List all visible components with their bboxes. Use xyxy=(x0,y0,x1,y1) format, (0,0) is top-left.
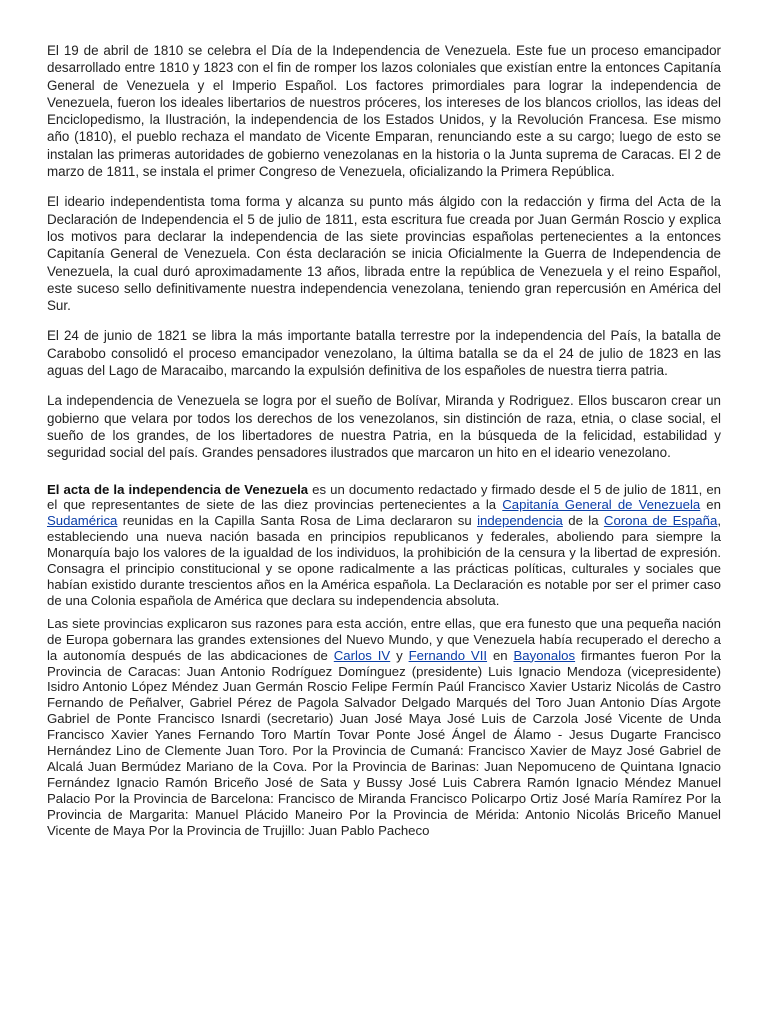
paragraph-sueno-libertadores: La independencia de Venezuela se logra por el sueño de Bolívar, Miranda y Rodriguez. Ellos buscaron crear un gobierno que velara por todos los derechos de los venezolanos, sin distinción de raza, etnia, o clase social, el sueño de los grandes, de los libertadores de nuestra Patria, en la búsqueda de la felicidad, estabilidad y seguridad social del país. Grandes pensadores ilustrados que marcaron un hito en el ideario venezolano. xyxy=(47,393,721,461)
paragraph-batalla-carabobo: El 24 de junio de 1821 se libra la más importante batalla terrestre por la independencia del País, la batalla de Carabobo consolidó el proceso emancipador venezolano, la última batalla se da el 24 de julio de 1823 en las aguas del Lago de Maracaibo, marcando la expulsión definitiva de los españoles de nuestra tierra patria. xyxy=(47,328,721,379)
acta-text-5: , estableciendo una nueva nación basada en principios republicanos y federales, aboliendo para siempre la Monarquía bajo los valores de la igualdad de los individuos, la prohibición de la censura y la libertad de expresión. Consagra el principio constitucional y se opone radicalmente a las prácticas políticas, culturales y sociales que habían existido durante trescientos años en la América española. La Declaración es notable por ser el primer caso de una Colonia española de América que declara su independencia absoluta. xyxy=(47,513,721,608)
firmantes-text-3: en xyxy=(487,647,514,663)
link-independencia[interactable]: independencia xyxy=(477,513,563,529)
acta-text-3: reunidas en la Capilla Santa Rosa de Lima declararon su xyxy=(117,513,478,529)
acta-text-2: en xyxy=(700,497,721,513)
firmantes-text-4: firmantes fueron Por la Provincia de Caracas: Juan Antonio Rodríguez Domínguez (presidente) Luis Ignacio Mendoza (vicepresidente) Isidro Antonio López Méndez Juan Germán Roscio Felipe Fermín Paúl Francisco Xavier Ustariz Nicolás de Castro Fernando de Peñalver, Gabriel Pérez de Pagola Salvador Delgado Marqués del Toro Juan Antonio Días Argote Gabriel de Ponte Francisco Isnardi (secretario) Juan José Maya José Luis de Carzola José Vicente de Unda Francisco Xavier Yanes Fernando Toro Martín Tovar Ponte José Ángel de Álamo - Jesus Dugarte Francisco Hernández Lino de Clemente Juan Toro. Por la Provincia de Cumaná: Francisco Xavier de Mayz José Gabriel de Alcalá Juan Bermúdez Mariano de la Cova. Por la Provincia de Barinas: Juan Nepomuceno de Quintana Ignacio Fernández Ignacio Ramón Briceño José de Sata y Bussy José Luis Cabrera Ramón Ignacio Méndez Manuel Palacio Por la Provincia de Barcelona: Francisco de Miranda Francisco Policarpo Ortiz José María Ramírez Por la Provincia de Margarita: Manuel Plácido Maneiro Por la Provincia de Mérida: Antonio Nicolás Briceño Manuel Vicente de Maya Por la Provincia de Trujillo: Juan Pablo Pacheco xyxy=(47,647,722,838)
link-corona-espana[interactable]: Corona de España xyxy=(603,513,718,529)
paragraph-firmantes xyxy=(47,616,721,839)
link-carlos-iv[interactable]: Carlos IV xyxy=(333,647,391,663)
acta-text-4: de la xyxy=(562,513,604,529)
acta-text-1: es un documento redactado y firmado desde el 5 de julio de 1811, en el que representantes de siete de las diez provincias pertenecientes a la xyxy=(47,481,721,513)
link-capitania-general[interactable]: Capitanía General de Venezuela xyxy=(502,497,701,513)
link-sudamerica[interactable]: Sudamérica xyxy=(47,513,118,529)
paragraph-acta-independencia xyxy=(47,482,721,609)
paragraph-independence-day: El 19 de abril de 1810 se celebra el Día de la Independencia de Venezuela. Este fue un proceso emancipador desarrollado entre 1810 y 1823 con el fin de romper los lazos coloniales que existían entre la entonces Capitanía General de Venezuela y el Imperio Español. Los factores primordiales para lograr la independencia de Venezuela, fueron los ideales libertarios de nuestros próceres, los intereses de los blancos criollos, las ideas del Enciclopedismo, la Ilustración, la independencia de los Estados Unidos, y la Revolución Francesa. Ese mismo año (1810), el pueblo rechaza el mandato de Vicente Emparan, renunciando este a su cargo; luego de esto se instalan las primeras autoridades de gobierno venezolanas en la historia o la Junta suprema de Caracas. El 2 de marzo de 1811, se instala el primer Congreso de Venezuela, oficializando la Primera República. xyxy=(47,43,721,180)
acta-bold-lead: El acta de la independencia de Venezuela xyxy=(47,481,309,497)
firmantes-text-2: y xyxy=(390,647,409,663)
link-fernando-vii[interactable]: Fernando VII xyxy=(408,647,488,663)
paragraph-ideario-independentista: El ideario independentista toma forma y alcanza su punto más álgido con la redacción y firma del Acta de la Declaración de Independencia el 5 de julio de 1811, esta escritura fue creada por Juan Germán Roscio y explica los motivos para declarar la independencia de las siete provincias españolas pertenecientes a la entonces Capitanía General de Venezuela. Con ésta declaración se inicia Oficialmente la Guerra de Independencia de Venezuela, la cual duró aproximadamente 13 años, librada entre la república de Venezuela y el reino Español, este suceso sello definitivamente nuestra independencia venezolana, teniendo gran repercusión en América del Sur. xyxy=(47,194,721,314)
firmantes-text-1: Las siete provincias explicaron sus razones para esta acción, entre ellas, que era funesto que una pequeña nación de Europa gobernara las grandes extensiones del Nuevo Mundo, y que Venezuela había recuperado el derecho a la autonomía después de las abdicaciones de xyxy=(47,615,721,663)
document-page xyxy=(47,42,721,845)
link-bayona[interactable]: Bayonalos xyxy=(513,647,576,663)
